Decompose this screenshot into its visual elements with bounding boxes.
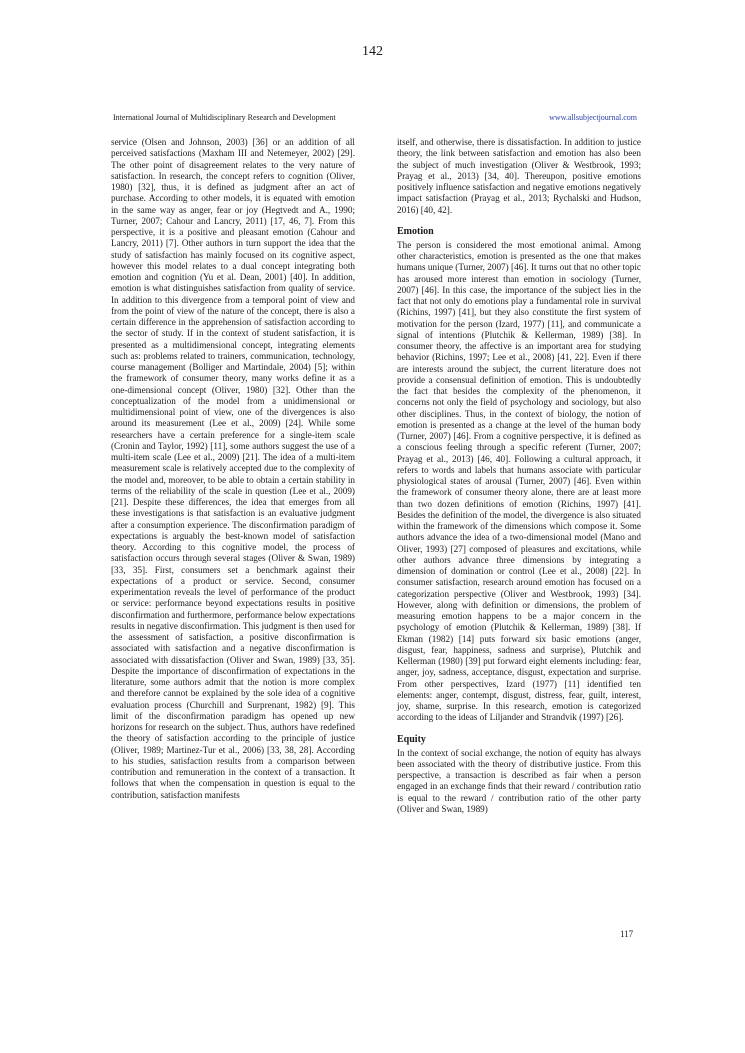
- journal-url-link[interactable]: www.allsubjectjournal.com: [549, 113, 637, 122]
- left-paragraph: service (Olsen and Johnson, 2003) [36] or an addition of all perceived satisfactions (Maxham III and Netemeyer, 2002) [29]. The other point of disagreement relates to the very nature of satisfaction. In research, the concept refers to cognition (Oliver, 1980) [32], thus, it is defined as judgment after an act of purchase. According to other models, it is equated with emotion in the same way as anger, fear or joy (Hegtvedt and A., 1990; Turner, 2007; Cahour and Lancry, 2011) [17, 46, 7]. From this perspective, it is a positive and pleasant emotion (Cahour and Lancry, 2011) [7]. Other authors in turn support the idea that the study of satisfaction has mainly focused on its cognitive aspect, however this model relates to a dual concept integrating both emotion and cognition (Yu et al. Dean, 2001) [40]. In addition, emotion is what distinguishes satisfaction from quality of service. In addition to this divergence from a temporal point of view and from the point of view of the nature of the concept, there is also a certain difference in the apprehension of satisfaction according to the sector of study. If in the context of student satisfaction, it is presented as a multidimensional concept, integrating elements such as: problems related to trainers, communication, technology, course management (Bolliger and Martindale, 2004) [5]; within the framework of consumer theory, many works define it as a one-dimensional concept (Oliver, 1980) [32]. Other than the conceptualization of the model from a unidimensional or multidimensional point of view, one of the divergences is also around its measurement (Lee et al., 2009) [24]. While some researchers have a certain preference for a single-item scale (Cronin and Taylor, 1992) [11], some authors suggest the use of a multi-item scale (Lee et al., 2009) [21]. The idea of a multi-item measurement scale is relatively accepted due to the complexity of the model and, moreover, to be able to obtain a certain stability in terms of the reliability of the scale in question (Lee et al., 2009) [21]. Despite these differences, the idea that emerges from all these investigations is that satisfaction is an evaluative judgment after a consumption experience. The disconfirmation paradigm of expectations is arguably the best-known model of satisfaction theory. According to this cognitive model, the process of satisfaction occurs through several stages (Oliver & Swan, 1989) [33, 35]. First, consumers set a benchmark against their expectations of a product or service. Second, consumer experimentation reveals the level of performance of the product or service: performance beyond expectations results in positive disconfirmation and furthermore, performance below expectations results in negative disconfirmation. This judgment is then used for the assessment of satisfaction, a positive disconfirmation is associated with satisfaction and a negative disconfirmation is associated with dissatisfaction (Oliver and Swan, 1989) [33, 35]. Despite the importance of disconfirmation of expectations in the literature, some authors admit that the notion is more complex and therefore cannot be explained by the sole idea of a cognitive evaluation process (Churchill and Surprenant, 1982) [9]. This limit of the disconfirmation paradigm has opened up new horizons for research on the subject. Thus, authors have redefined the theory of satisfaction according to the principle of justice (Oliver, 1989; Martinez-Tur et al., 2006) [33, 38, 28]. According to his studies, satisfaction results from a comparison between contribution and remuneration in the context of a transaction. It follows that when the compensation in question is equal to the contribution, satisfaction manifests: [111, 137, 355, 800]
- running-header: [113, 113, 637, 125]
- intro-paragraph: itself, and otherwise, there is dissatisfaction. In addition to justice theory, the link between satisfaction and emotion has also been the subject of much investigation (Oliver & Westbrook, 1993; Prayag et al., 2013) [34, 40]. Thereupon, positive emotions positively influence satisfaction and negative emotions negatively impact satisfaction (Prayag et al., 2013; Rychalski and Hudson, 2016) [40, 42].: [397, 137, 641, 215]
- left-column: [111, 137, 355, 801]
- equity-paragraph: In the context of social exchange, the notion of equity has always been associated with the theory of distributive justice. From this perspective, a transaction is described as fair when a person engaged in an exchange finds that their reward / contribution ratio is equal to the reward / contribution ratio of the other party (Oliver and Swan, 1989): [397, 747, 641, 814]
- equity-heading: Equity: [397, 733, 426, 745]
- emotion-heading: Emotion: [397, 225, 434, 237]
- page-number: 142: [362, 44, 383, 59]
- right-column: [397, 137, 641, 815]
- journal-title: International Journal of Multidisciplinary Research and Development: [113, 113, 336, 122]
- footer-page-number: 117: [620, 929, 634, 939]
- emotion-paragraph: The person is considered the most emotional animal. Among other characteristics, emotion is presented as the one that makes humans unique (Turner, 2007) [46]. It turns out that no other topic has aroused more interest than emotion in sociology (Turner, 2007) [46]. In this case, the importance of the subject lies in the fact that not only do emotions play a fundamental role in survival (Richins, 1997) [41], but they also constitute the first system of motivation for the person (Izard, 1977) [11], and communicate a signal of intentions (Plutchik & Kellerman, 1989) [38]. In consumer theory, the affective is an important area for studying behavior (Richins, 1997; Lee et al., 2008) [41, 22]. Even if there are interests around the subject, the current literature does not provide a consensual definition of emotion. This is undoubtedly the fact that besides the complexity of the phenomenon, it concerns not only the field of psychology and sociology, but also other disciplines. Thus, in the context of biology, the notion of emotion is presented as a change at the level of the human body (Turner, 2007) [46]. From a cognitive perspective, it is defined as a conscious feeling through a specific referent (Turner, 2007; Prayag et al., 2013) [46, 40]. Following a cultural approach, it refers to words and labels that humans associate with particular physiological states of arousal (Turner, 2007) [46]. Even within the framework of consumer theory alone, there are at least more than two dozen definitions of emotion (Richins, 1997) [41]. Besides the definition of the model, the divergence is also situated within the framework of the dimensions which compose it. Some authors advance the idea of a two-dimensional model (Mano and Oliver, 1993) [27] composed of pleasures and excitations, while other authors advance three dimensions by integrating a dimension of domination or control (Lee et al., 2008) [22]. In consumer satisfaction, research around emotion has focused on a categorization perspective (Oliver and Westbrook, 1993) [34]. However, along with definition or dimensions, the problem of measuring emotion happens to be a major concern in the psychology of emotion (Plutchik & Kellerman, 1989) [38]. If Ekman (1982) [14] puts forward six basic emotions (anger, disgust, fear, happiness, sadness and surprise), Plutchik and Kellerman (1980) [39] put forward eight elements including: fear, anger, joy, sadness, acceptance, disgust, expectation and surprise. From other perspectives, Izard (1977) [11] identified ten elements: anger, contempt, disgust, distress, fear, guilt, interest, joy, shame, surprise. In this research, emotion is categorized according to the ideas of Liljander and Strandvik (1997) [26].: [397, 239, 641, 723]
